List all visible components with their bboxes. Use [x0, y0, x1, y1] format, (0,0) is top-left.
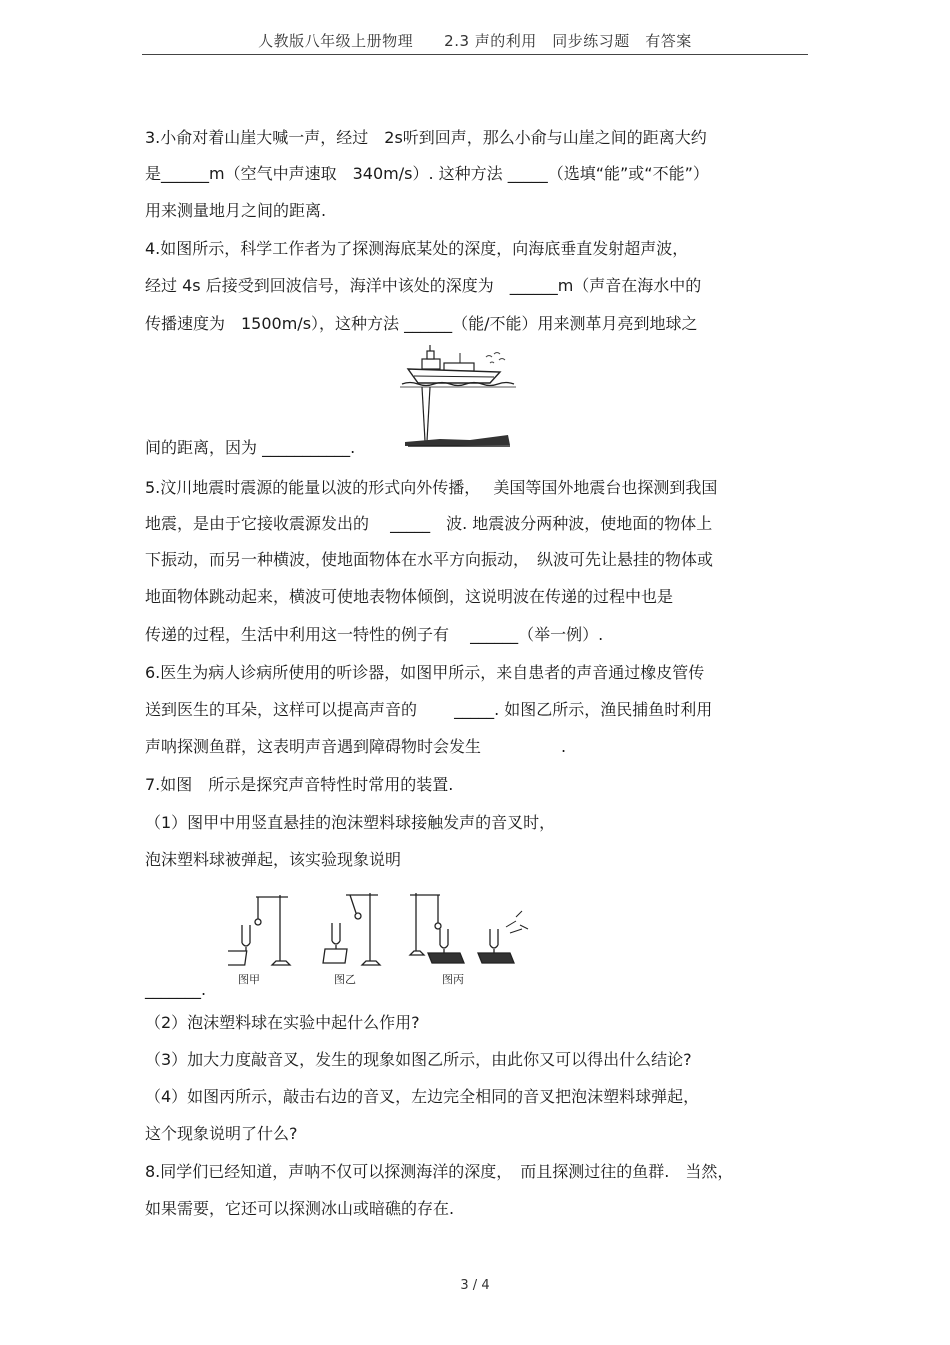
text-line: 这个现象说明了什么? — [145, 1124, 298, 1143]
text-line: 经过 4s 后接受到回波信号，海洋中该处的深度为 ______m（声音在海水中的 — [145, 276, 702, 295]
text-line: 8.同学们已经知道，声呐不仅可以探测海洋的深度， 而且探测过往的鱼群. 当然， — [145, 1162, 734, 1181]
text-line: 传递的过程，生活中利用这一特性的例子有 ______（举一例）. — [145, 625, 604, 644]
text-line: 4.如图所示，科学工作者为了探测海底某处的深度，向海底垂直发射超声波， — [145, 239, 689, 258]
figure-jia — [228, 895, 290, 965]
text-line: 地面物体跳动起来，横波可使地表物体倾倒，这说明波在传递的过程中也是 — [145, 587, 674, 606]
text-line: （1）图甲中用竖直悬挂的泡沫塑料球接触发声的音叉时， — [145, 813, 556, 832]
text-line: 地震，是由于它接收震源发出的 _____ 波. 地震波分两种波，使地面的物体上 — [145, 514, 713, 533]
text-line: 间的距离，因为 ___________. — [145, 438, 356, 457]
figure-label-yi: 图乙 — [334, 973, 356, 986]
figure-bing — [410, 893, 528, 963]
figure-label-bing: 图丙 — [442, 973, 464, 986]
page-header: 人教版八年级上册物理 2.3 声的利用 同步练习题 有答案 — [258, 32, 692, 50]
text-line: 如果需要，它还可以探测冰山或暗礁的存在. — [145, 1199, 455, 1218]
text-line: 传播速度为 1500m/s），这种方法 ______（能/不能）用来测革月亮到地球之 — [145, 314, 698, 333]
ship-sonar-figure — [400, 345, 518, 451]
page-number: 3 / 4 — [460, 1278, 490, 1293]
figure-label-jia: 图甲 — [238, 973, 260, 986]
text-line: 用来测量地月之间的距离. — [145, 201, 327, 220]
figure-yi — [323, 893, 380, 965]
text-line: _______. — [145, 980, 207, 999]
text-line: 6.医生为病人诊病所使用的听诊器，如图甲所示，来自患者的声音通过橡皮管传 — [145, 663, 705, 682]
text-line: 5.汶川地震时震源的能量以波的形式向外传播， 美国等国外地震台也探测到我国 — [145, 478, 718, 497]
text-line: 7.如图 所示是探究声音特性时常用的装置. — [145, 775, 454, 794]
text-line: 是______m（空气中声速取 340m/s）. 这种方法 _____（选填“能”或“不能”） — [145, 164, 709, 183]
header-rule — [142, 54, 808, 55]
text-line: （2）泡沫塑料球在实验中起什么作用? — [145, 1013, 420, 1032]
text-line: （3）加大力度敲音叉，发生的现象如图乙所示，由此你又可以得出什么结论? — [145, 1050, 692, 1069]
text-line: （4）如图丙所示，敲击右边的音叉，左边完全相同的音叉把泡沫塑料球弹起， — [145, 1087, 700, 1106]
text-line: 3.小俞对着山崖大喊一声，经过 2s听到回声，那么小俞与山崖之间的距离大约 — [145, 128, 707, 147]
text-line: 送到医生的耳朵，这样可以提高声音的 _____. 如图乙所示，渔民捕鱼时利用 — [145, 700, 713, 719]
tuning-fork-figure — [228, 885, 538, 990]
text-line: 泡沫塑料球被弹起，该实验现象说明 — [145, 850, 402, 869]
text-line: 下振动，而另一种横波，使地面物体在水平方向振动， 纵波可先让悬挂的物体或 — [145, 550, 714, 569]
text-line: 声呐探测鱼群，这表明声音遇到障碍物时会发生 . — [145, 737, 567, 756]
